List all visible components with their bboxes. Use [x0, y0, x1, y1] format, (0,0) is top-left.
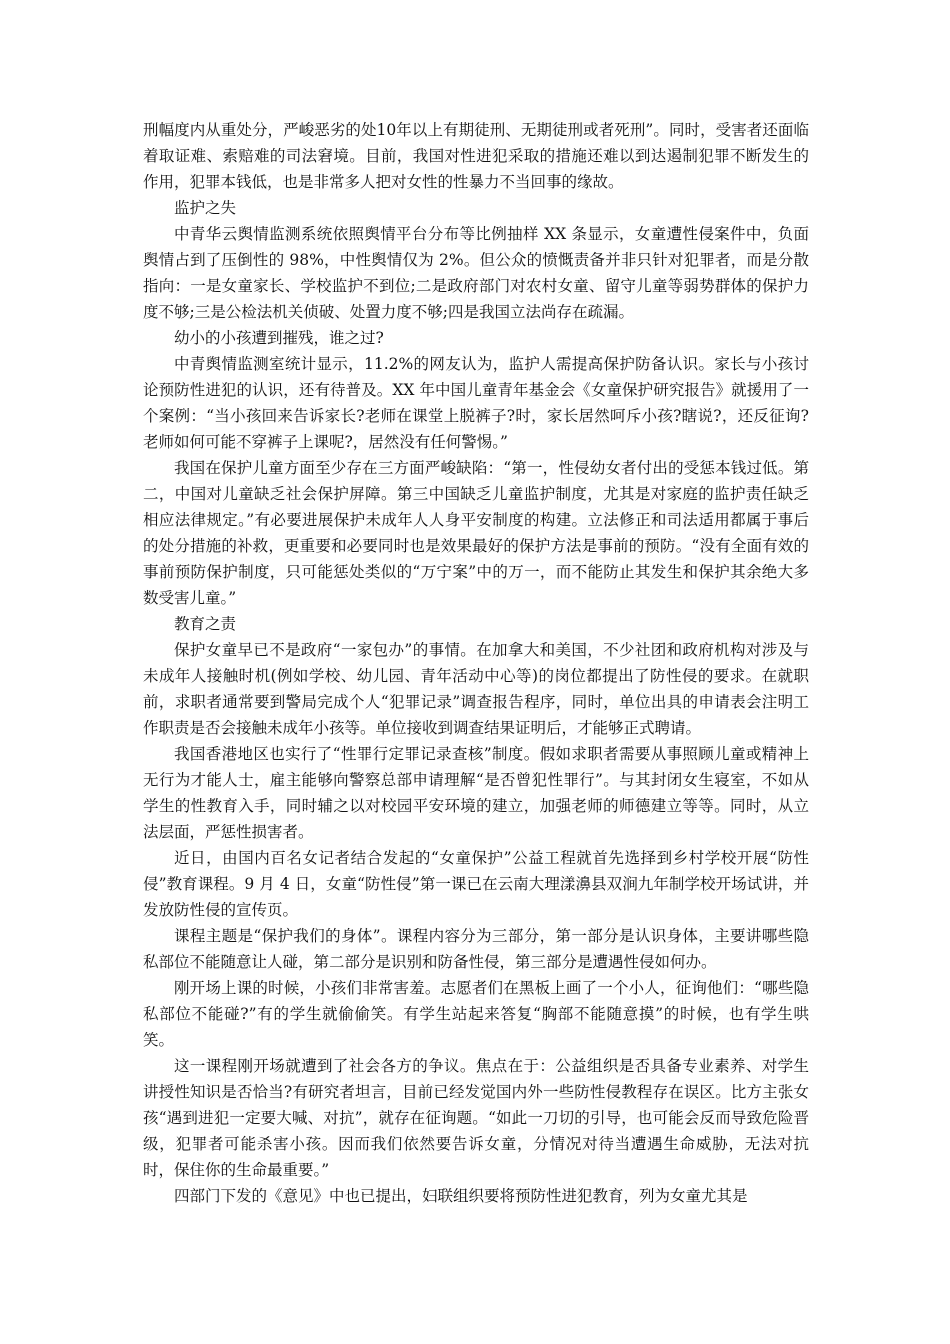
paragraph-girls-protection-project: 近日，由国内百名女记者结合发起的“女童保护”公益工程就首先选择到乡村学校开展“防性侵”教育课程。9 月 4 日，女童“防性侵”第一课已在云南大理漾濞县双涧九年制学校开场试讲，并发放防性侵的宣传页。 — [143, 849, 809, 919]
paragraph-course-theme: 课程主题是“保护我们的身体”。课程内容分为三部分，第一部分是认识身体，主要讲哪些隐私部位不能随意让人碰，第二部分是识别和防备性侵，第三部分是遭遇性侵如何办。 — [143, 927, 809, 971]
paragraph-controversy: 这一课程刚开场就遭到了社会各方的争议。焦点在于：公益组织是否具备专业素养、对学生讲授性知识是否恰当?有研究者坦言，目前已经发觉国内外一些防性侵教程存在误区。比方主张女孩“遇到进犯一定要大喊、对抗”，就存在征询题。“如此一刀切的引导，也可能会反而导致危险晋级，犯罪者可能杀害小孩。因而我们依然要告诉女童，分情况对待当遭遇生命威胁，无法对抗时，保住你的生命最重要。” — [143, 1057, 809, 1179]
paragraph-opinion-document: 四部门下发的《意见》中也已提出，妇联组织要将预防性进犯教育，列为女童尤其是 — [174, 1187, 748, 1205]
section-heading-guardianship: 监护之失 — [174, 199, 237, 217]
paragraph-continuation: 刑幅度内从重处分，严峻恶劣的处10年以上有期徒刑、无期徒刑或者死刑”。同时，受害者还面临着取证难、索赔难的司法窘境。目前，我国对性进犯采取的措施还难以到达遏制犯罪不断发生的作用，犯罪本钱低，也是非常多人把对女性的性暴力不当回事的缘故。 — [143, 121, 809, 191]
document-body — [143, 117, 809, 1209]
paragraph-first-class: 刚开场上课的时候，小孩们非常害羞。志愿者们在黑板上画了一个小人，征询他们：“哪些隐私部位不能碰?”有的学生就偷偷笑。有学生站起来答复“胸部不能随意摸”的时候，也有学生哄笑。 — [143, 979, 809, 1049]
section-heading-education: 教育之责 — [174, 615, 237, 633]
paragraph-foreign-practice: 保护女童早已不是政府“一家包办”的事情。在加拿大和美国，不少社团和政府机构对涉及与未成年人接触时机(例如学校、幼儿园、青年活动中心等)的岗位都提出了防性侵的要求。在就职前，求职者通常要到警局完成个人“犯罪记录”调查报告程序，同时，单位出具的申请表会注明工作职责是否会接触未成年小孩等。单位接收到调查结果证明后，才能够正式聘请。 — [143, 641, 809, 737]
paragraph-public-opinion: 中青华云舆情监测系统依照舆情平台分布等比例抽样 XX 条显示，女童遭性侵案件中，负面舆情占到了压倒性的 98%，中性舆情仅为 2%。但公众的愤慨责备并非只针对犯罪者，而是分散指向：一是女童家长、学校监护不到位;二是政府部门对农村女童、留守儿童等弱势群体的保护力度不够;三是公检法机关侦破、处置力度不够;四是我国立法尚存在疏漏。 — [143, 225, 809, 321]
paragraph-deficiencies: 我国在保护儿童方面至少存在三方面严峻缺陷：“第一，性侵幼女者付出的受惩本钱过低。第二，中国对儿童缺乏社会保护屏障。第三中国缺乏儿童监护制度，尤其是对家庭的监护责任缺乏相应法律规定。”有必要进展保护未成年人人身平安制度的构建。立法修正和司法适用都属于事后的处分措施的补救，更重要和必要同时也是效果最好的保护方法是事前的预防。“没有全面有效的事前预防保护制度，只可能惩处类似的“万宁案”中的万一，而不能防止其发生和保护其余绝大多数受害儿童。” — [143, 459, 809, 607]
paragraph-hong-kong: 我国香港地区也实行了“性罪行定罪记录查核”制度。假如求职者需要从事照顾儿童或精神上无行为才能人士，雇主能够向警察总部申请理解“是否曾犯性罪行”。与其封闭女生寝室，不如从学生的性教育入手，同时辅之以对校园平安环境的建立，加强老师的师德建立等等。同时，从立法层面，严惩性损害者。 — [143, 745, 809, 841]
paragraph-statistics: 中青舆情监测室统计显示，11.2%的网友认为，监护人需提高保护防备认识。家长与小孩讨论预防性进犯的认识，还有待普及。XX 年中国儿童青年基金会《女童保护研究报告》就援用了一个案例：“当小孩回来告诉家长?老师在课堂上脱裤子?时，家长居然呵斥小孩?瞎说?，还反征询?老师如何可能不穿裤子上课呢?，居然没有任何警惕。” — [143, 355, 809, 451]
paragraph-question: 幼小的小孩遭到摧残，谁之过? — [174, 329, 384, 347]
